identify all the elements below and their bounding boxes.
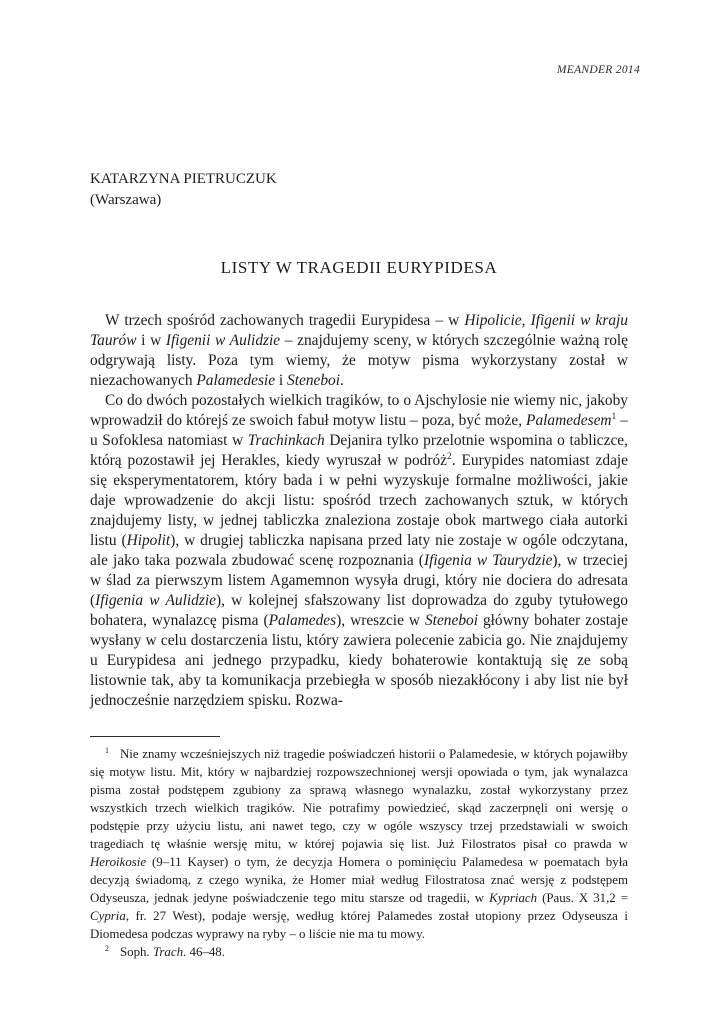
article-title: LISTY W TRAGEDII EURYPIDESA — [220, 258, 498, 277]
article-body — [90, 311, 628, 711]
footnote-2: $^2$ Soph. Trach. 46–48. — [105, 943, 225, 959]
journal-header: MEANDER 2014 — [556, 64, 640, 76]
author-name: KATARZYNA PIETRUCZUK — [90, 171, 277, 187]
footnotes-section — [90, 736, 628, 961]
author-block — [90, 169, 277, 211]
author-location: (Warszawa) — [90, 192, 162, 208]
footnote-1: $^1$ Nie znamy wcześniejszych niż tragedie poświadczeń historii o Palamedesie, w których pojawiłby się motyw listu. Mit, który w najbardziej rozpowszechnionej wersji opowiada o tym, jak wynalazca pisma został podstępem zgubiony za sprawą własnego wynalazku, został wykorzystany przez wszystkich trzech wielkich tragików. Nie potrafimy powiedzieć, skąd zaczerpnęli oni wersję o podstępie przy użyciu listu, ani nawet tego, czy w ogóle wszyscy trzej przedstawiali w swoich tragediach tę właśnie wersję mitu, w której pojawia się list. Już Filostratos pisał co prawda w Heroikosie (9–11 Kayser) o tym, że decyzja Homera o pominięciu Palamedesa w poematach była decyzją świadomą, z czego wynika, że Homer miał według Filostratosa znać wersję z podstępem Odyseusza, jednak jedyne poświadczenie tego mitu starsze od tragedii, w Kypriach (Paus. X 31,2 = Cypria, fr. 27 West), podaje wersję, według której Palamedes został utopiony przez Odyseusza i Diomedesa podczas wyprawy na ryby – o liście nie ma tu mowy. — [90, 745, 628, 941]
paragraph-2: Co do dwóch pozostałych wielkich tragików, to o Ajschylosie nie wiemy nic, jakoby wprowadził do którejś ze swoich fabuł motyw listu – poza, być może, Palamedesem$^1$ – u Sofoklesa natomiast w Trachinkach Dejanira tylko przelotnie wspomina o tabliczce, którą pozostawił jej Herakles, kiedy wyruszał w podróż$^2$. Eurypides natomiast zdaje się eksperymentatorem, który bada i w pełni wyzyskuje formalne możliwości, jakie daje wprowadzenie do akcji listu: spośród trzech zachowanych sztuk, w których znajdujemy listy, w jednej tabliczka znaleziona zostaje obok martwego ciała autorki listu (Hipolit), w drugiej tabliczka napisana przed laty nie zostaje w ogóle odczytana, ale jako taka pozwala zbudować scenę rozpoznania (Ifigenia w Taurydzie), w trzeciej w ślad za pierwszym listem Agamemnon wysyła drugi, który nie dociera do adresata (Ifigenia w Aulidzie), w kolejnej sfałszowany list doprowadza do zguby tytułowego bohatera, wynalazcę pisma (Palamedes), wreszcie w Steneboi główny bohater zostaje wysłany w celu dostarczenia listu, który zawiera polecenie zabicia go. Nie znajdujemy u Eurypidesa ani jednego przypadku, kiedy bohaterowie kontaktują się ze sobą listownie tak, aby ta komunikacja przebiegła w sposób niezakłócony i aby list nie był jednocześnie narzędziem spisku. Rozwa- — [90, 392, 629, 709]
footnote-separator — [90, 736, 220, 737]
paragraph-1: W trzech spośród zachowanych tragedii Eurypidesa – w Hipolicie, Ifigenii w kraju Taurów i w Ifigenii w Aulidzie – znajdujemy sceny, w których szczególnie ważną rolę odgrywają listy. Poza tym wiemy, że motyw pisma wykorzystany został w niezachowanych Palamedesie i Steneboi. — [90, 312, 628, 389]
